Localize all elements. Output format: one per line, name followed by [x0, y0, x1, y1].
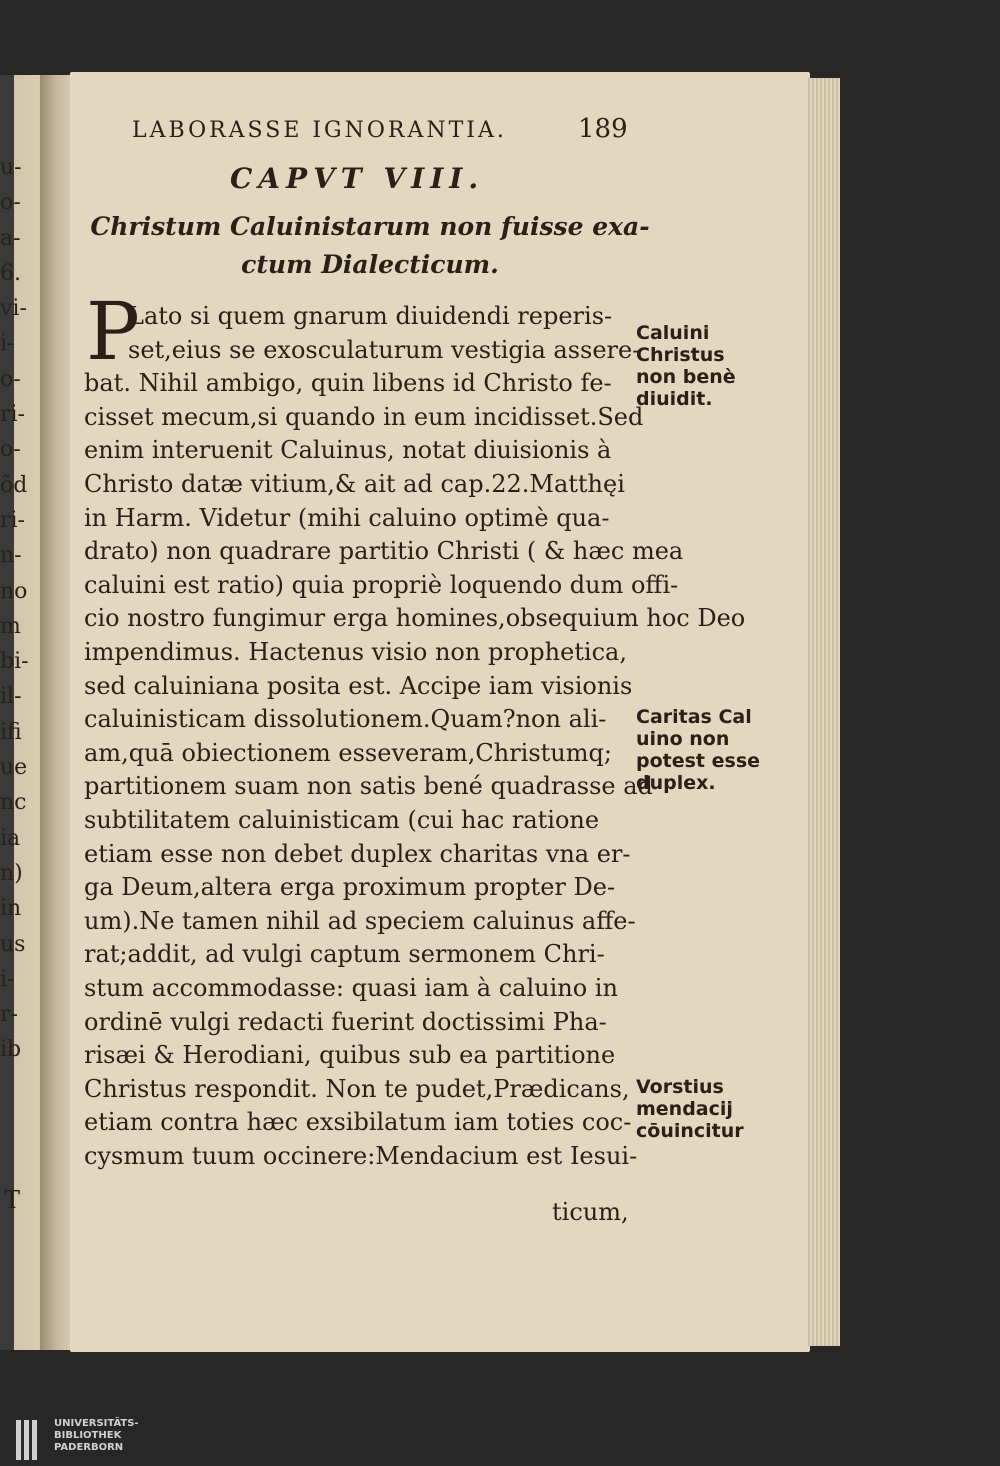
previous-page-fragment: ib	[0, 1037, 22, 1063]
chapter-subtitle	[90, 208, 650, 284]
logo-line: BIBLIOTHEK	[54, 1430, 122, 1441]
subtitle-line: ctum Dialecticum.	[241, 250, 499, 279]
body-line: am,quā obiectionem esseveram,Christumq;	[84, 738, 612, 767]
previous-page-text	[0, 150, 40, 1068]
body-line: in Harm. Videtur (mihi caluino optimè qua-	[84, 503, 610, 532]
body-line: Lato si quem gnarum diuidendi reperis-	[128, 302, 613, 330]
previous-page-fragment: o-	[0, 190, 21, 216]
library-logo-text	[54, 1418, 139, 1454]
body-line: ordinē vulgi redacti fuerint doctissimi Pha-	[84, 1007, 607, 1036]
previous-page-fragment: ue	[0, 755, 28, 781]
margin-note-line: non benè	[636, 366, 736, 388]
body-line: sed caluiniana posita est. Accipe iam visionis	[84, 671, 633, 700]
previous-page-fragment: i-	[0, 966, 15, 992]
margin-note-caluini	[636, 322, 736, 410]
page-edges	[808, 78, 840, 1346]
chapter-heading: CAPVT VIII.	[230, 162, 485, 195]
previous-page-fragment: il-	[0, 684, 22, 710]
previous-page-fragment: in	[0, 896, 22, 922]
drop-cap: P	[86, 285, 140, 378]
previous-page-fragment: ri-	[0, 402, 25, 428]
body-line: bat. Nihil ambigo, quin libens id Christo fe-	[84, 369, 612, 398]
previous-page-fragment: i-	[0, 331, 15, 357]
body-line: subtilitatem caluinisticam (cui hac ratione	[84, 806, 600, 834]
previous-page-fragment: m	[0, 613, 21, 639]
margin-note-vorstius	[636, 1076, 744, 1142]
body-line: rat;addit, ad vulgi captum sermonem Chri-	[84, 940, 605, 969]
margin-note-line: Caluini	[636, 322, 710, 344]
previous-page-fragment: n-	[0, 543, 22, 569]
margin-note-line: potest esse	[636, 750, 761, 772]
previous-page-fragment: 6.	[0, 260, 21, 286]
body-line: Christo datæ vitium,& ait ad cap.22.Matthęi	[84, 470, 625, 498]
logo-line: UNIVERSITÄTS-	[54, 1418, 139, 1429]
margin-note-line: Vorstius	[636, 1076, 724, 1098]
running-head: LABORASSE IGNORANTIA.	[132, 118, 507, 143]
previous-page-fragment: a-	[0, 225, 21, 251]
previous-page-fragment: o-	[0, 366, 21, 392]
body-line: caluini est ratio) quia propriè loquendo dum offi-	[84, 570, 679, 599]
previous-page-fragment: n)	[0, 860, 23, 886]
body-line: um).Ne tamen nihil ad speciem caluinus affe-	[84, 906, 636, 935]
body-line: Christus respondit. Non te pudet,Prædicans,	[84, 1074, 630, 1103]
margin-note-caritas	[636, 706, 760, 794]
body-line: enim interuenit Caluinus, notat diuisionis à	[84, 436, 612, 465]
subtitle-line: Christum Caluinistarum non fuisse exa-	[90, 212, 650, 241]
previous-page-fragment: u-	[0, 155, 22, 180]
catchword: ticum,	[552, 1198, 629, 1226]
previous-page-fragment: o-	[0, 437, 21, 463]
margin-note-line: duplex.	[636, 772, 716, 794]
margin-note-line: mendacij	[636, 1098, 733, 1120]
body-line: impendimus. Hactenus visio non prophetica,	[84, 638, 627, 666]
body-line: drato) non quadrare partitio Christi ( & hæc mea	[84, 537, 684, 566]
page-number: 189	[578, 114, 628, 144]
previous-page-fragment: nc	[0, 790, 27, 816]
body-line: etiam esse non debet duplex charitas vna er-	[84, 839, 631, 868]
previous-page-fragment: vi-	[0, 296, 27, 322]
margin-note-line: cōuincitur	[636, 1120, 744, 1142]
body-line: cio nostro fungimur erga homines,obsequium hoc Deo	[84, 604, 746, 633]
library-logo-icon	[16, 1420, 46, 1460]
previous-page-fragment: no	[0, 578, 28, 604]
body-line: cisset mecum,si quando in eum incidisset.Sed	[84, 402, 644, 431]
previous-page-fragment: õd	[0, 472, 28, 498]
margin-note-line: Caritas Cal	[636, 706, 752, 728]
previous-page-fragment: us	[0, 931, 26, 957]
body-line: risæi & Herodiani, quibus sub ea partitione	[84, 1041, 616, 1070]
margin-note-line: Christus	[636, 344, 725, 366]
body-line: stum accommodasse: quasi iam à caluino in	[84, 974, 618, 1002]
previous-page-fragment: ifi	[0, 719, 22, 745]
margin-note-line: uino non	[636, 728, 730, 750]
previous-page-fragment: bi-	[0, 649, 29, 675]
body-line: etiam contra hæc exsibilatum iam toties coc-	[84, 1108, 632, 1137]
previous-page-fragment: ia	[0, 825, 21, 851]
body-line: partitionem suam non satis bené quadrasse ad	[84, 772, 653, 801]
margin-note-line: diuidit.	[636, 388, 713, 410]
logo-line: PADERBORN	[54, 1442, 124, 1453]
body-line: caluinisticam dissolutionem.Quam?non ali-	[84, 705, 607, 734]
body-line: set,eius se exosculaturum vestigia assere-	[128, 335, 641, 364]
previous-page-fragment: r-	[0, 1002, 18, 1028]
previous-page-catchword: T	[4, 1186, 21, 1214]
body-line: cysmum tuum occinere:Mendacium est Iesui-	[84, 1142, 638, 1170]
body-line: ga Deum,altera erga proximum propter De-	[84, 873, 616, 902]
previous-page-fragment: ri-	[0, 507, 25, 533]
